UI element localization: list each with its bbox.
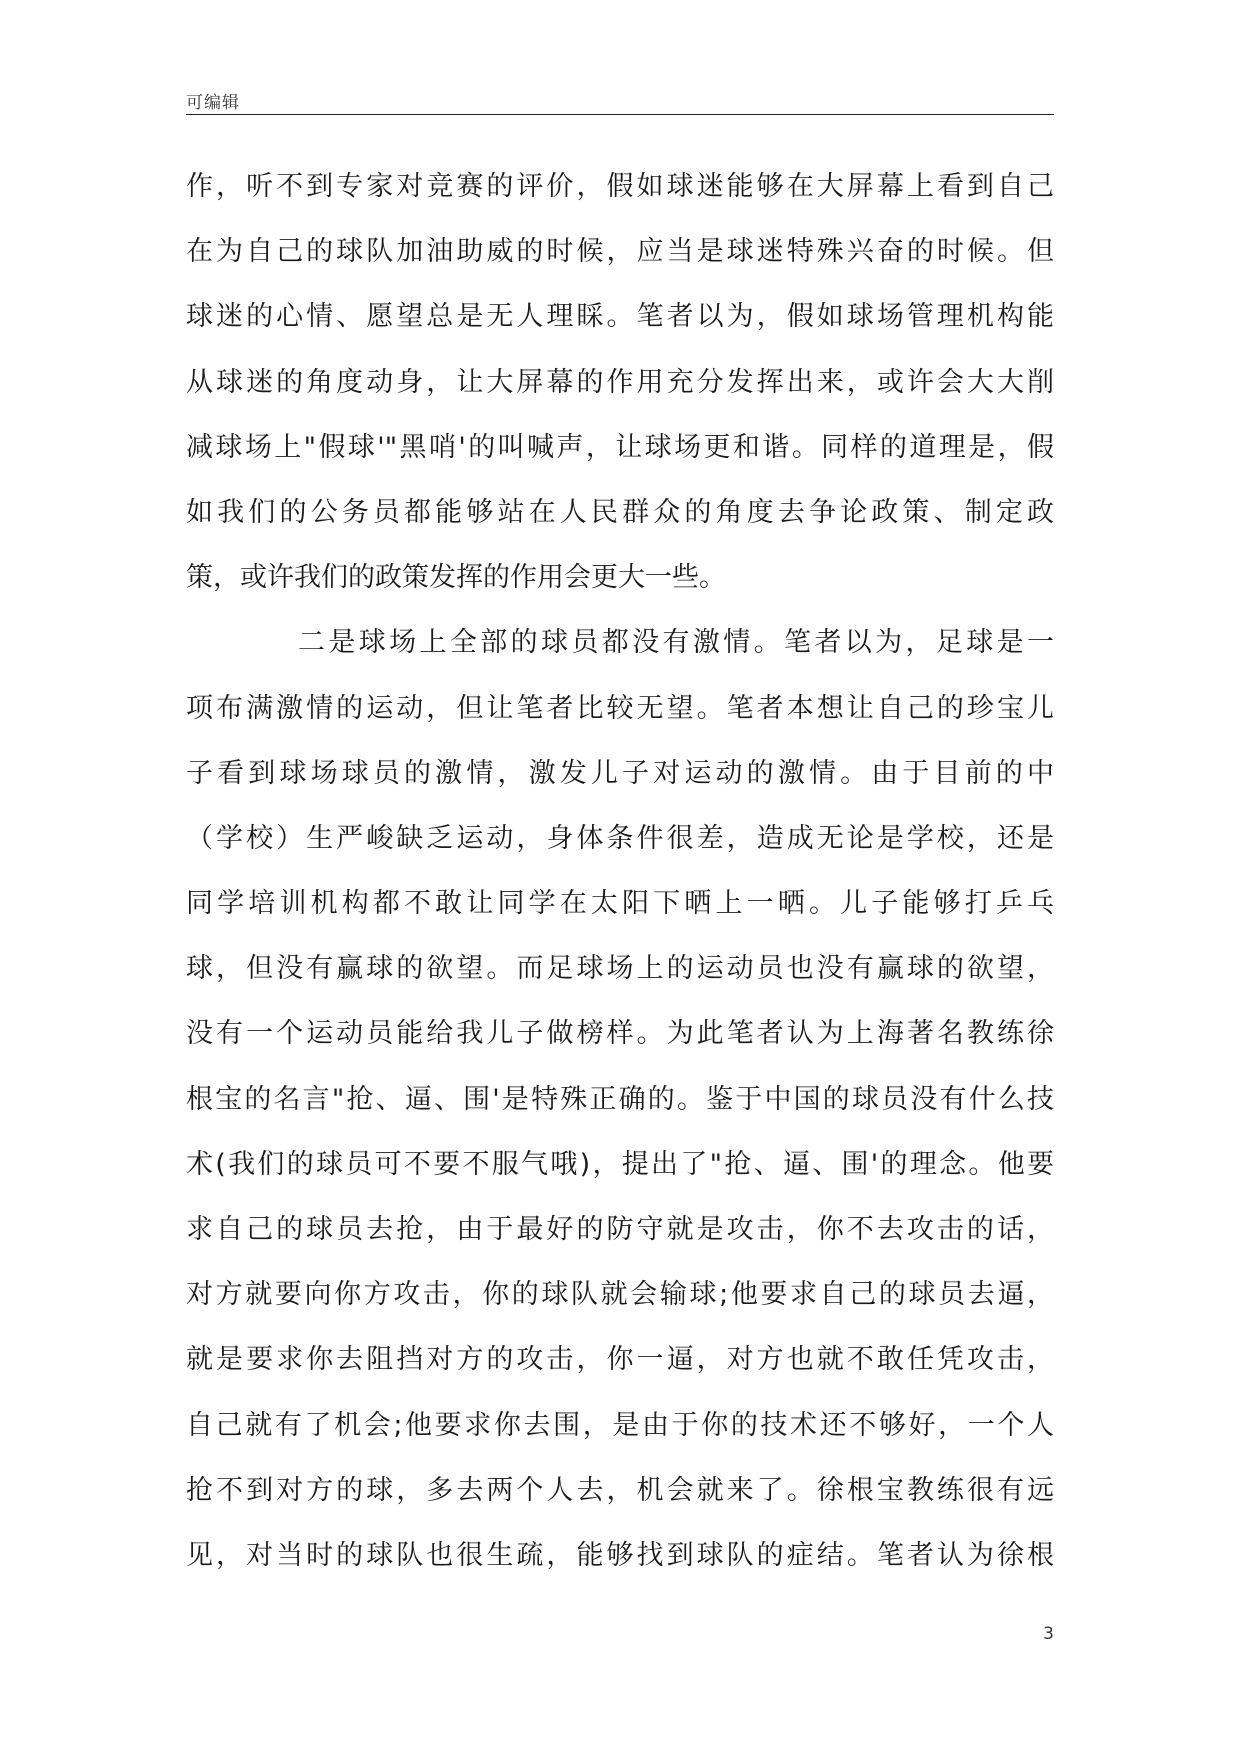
text-line-16: 术(我们的球员可不要不服气哦)，提出了"抢、逼、围'的理念。他要	[186, 1148, 1054, 1180]
page-header: 可编辑	[186, 93, 240, 113]
text-line-7: 策，或许我们的政策发挥的作用会更大一些。	[186, 562, 726, 594]
header-divider	[186, 114, 1054, 115]
text-line-8: 二是球场上全部的球员都没有激情。笔者以为，足球是一	[298, 627, 1054, 659]
text-line-10: 子看到球场球员的激情，激发儿子对运动的激情。由于目前的中	[186, 757, 1054, 789]
text-line-3: 球迷的心情、愿望总是无人理睬。笔者以为，假如球场管理机构能	[186, 301, 1054, 333]
text-line-12: 同学培训机构都不敢让同学在太阳下晒上一晒。儿子能够打乒乓	[186, 888, 1054, 920]
text-line-21: 抢不到对方的球，多去两个人去，机会就来了。徐根宝教练很有远	[186, 1474, 1054, 1506]
text-line-6: 如我们的公务员都能够站在人民群众的角度去争论政策、制定政	[186, 496, 1054, 528]
text-line-22: 见，对当时的球队也很生疏，能够找到球队的症结。笔者认为徐根	[186, 1539, 1054, 1571]
text-line-19: 就是要求你去阻挡对方的攻击，你一逼，对方也就不敢任凭攻击，	[186, 1344, 1054, 1376]
text-line-1: 作，听不到专家对竞赛的评价，假如球迷能够在大屏幕上看到自己	[186, 171, 1054, 202]
text-line-2: 在为自己的球队加油助威的时候，应当是球迷特殊兴奋的时候。但	[186, 236, 1054, 268]
page-number: 3	[1043, 1624, 1054, 1644]
text-line-5: 减球场上"假球'"黑哨'的叫喊声，让球场更和谐。同样的道理是，假	[186, 431, 1054, 463]
text-line-11: （学校）生严峻缺乏运动，身体条件很差，造成无论是学校，还是	[186, 822, 1054, 854]
document-body	[186, 154, 1054, 1588]
text-line-14: 没有一个运动员能给我儿子做榜样。为此笔者认为上海著名教练徐	[186, 1018, 1054, 1050]
text-line-20: 自己就有了机会;他要求你去围，是由于你的技术还不够好，一个人	[186, 1409, 1054, 1441]
text-line-13: 球，但没有赢球的欲望。而足球场上的运动员也没有赢球的欲望，	[186, 953, 1054, 985]
text-line-15: 根宝的名言"抢、逼、围'是特殊正确的。鉴于中国的球员没有什么技	[186, 1083, 1054, 1115]
text-line-9: 项布满激情的运动，但让笔者比较无望。笔者本想让自己的珍宝儿	[186, 692, 1054, 724]
text-line-17: 求自己的球员去抢，由于最好的防守就是攻击，你不去攻击的话，	[186, 1214, 1054, 1245]
text-line-4: 从球迷的角度动身，让大屏幕的作用充分发挥出来，或许会大大削	[186, 366, 1054, 398]
text-line-18: 对方就要向你方攻击，你的球队就会输球;他要求自己的球员去逼，	[186, 1279, 1054, 1311]
